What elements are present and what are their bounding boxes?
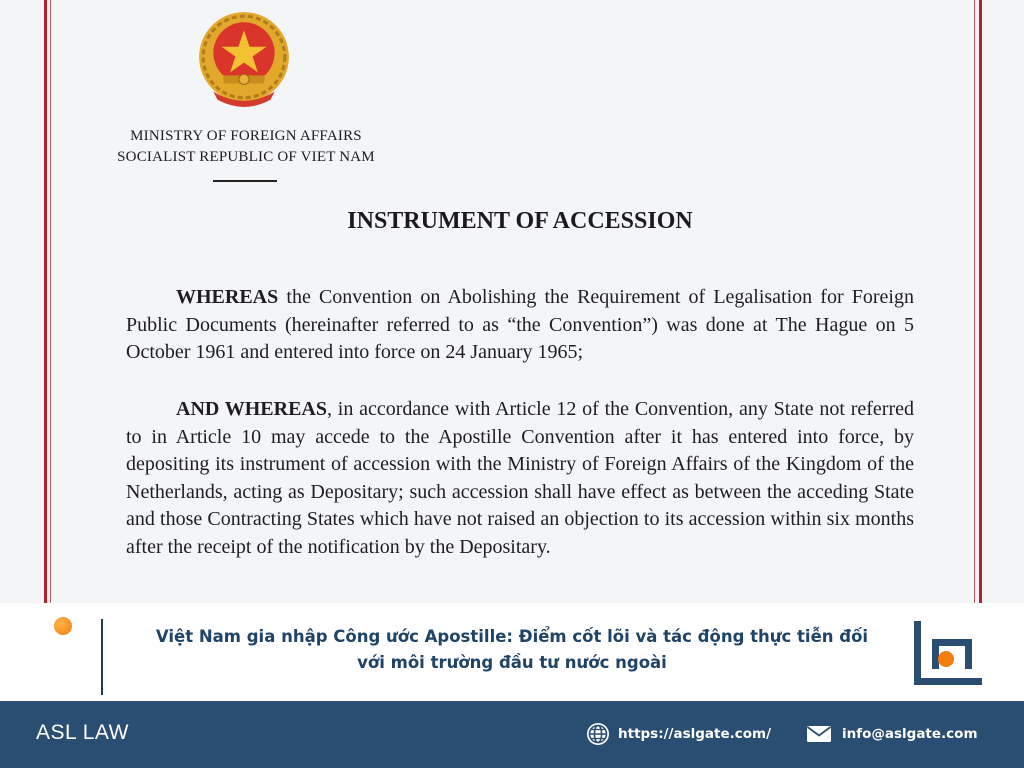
footer-bar xyxy=(0,701,1024,768)
paragraph-whereas-lead: WHEREAS xyxy=(176,286,279,308)
document-border-left-inner xyxy=(50,0,51,603)
email-link[interactable] xyxy=(806,722,978,746)
orange-dot-icon xyxy=(54,617,72,635)
document-border-left xyxy=(44,0,47,603)
headline-line-2: với môi trường đầu tư nước ngoài xyxy=(357,653,667,672)
website-url: https://aslgate.com/ xyxy=(618,726,772,742)
document-border-right-inner xyxy=(974,0,975,603)
document-border-right xyxy=(979,0,982,603)
headline-line-1: Việt Nam gia nhập Công ước Apostille: Điểm cốt lõi và tác động thực tiễn đối xyxy=(155,627,869,646)
ministry-line-2: SOCIALIST REPUBLIC OF VIET NAM xyxy=(117,149,375,165)
state-emblem-icon xyxy=(193,8,295,110)
ministry-line-1: MINISTRY OF FOREIGN AFFAIRS xyxy=(130,128,362,144)
headline-banner xyxy=(0,603,1024,701)
paragraph-and-whereas xyxy=(126,396,914,561)
banner-divider xyxy=(101,619,103,695)
heading-rule xyxy=(213,180,277,182)
email-address: info@aslgate.com xyxy=(842,726,978,742)
paragraph-whereas-body: the Convention on Abolishing the Requirement of Legalisation for Foreign Public Documents (hereinafter referred to as “the Convention”) was done at The Hague on 5 October 1961 and entered into force on 24 January 1965; xyxy=(126,286,914,363)
article-headline xyxy=(112,624,912,676)
paragraph-whereas xyxy=(126,284,914,367)
brand-name: ASL LAW xyxy=(36,721,129,744)
paragraph-and-whereas-body: , in accordance with Article 12 of the Convention, any State not referred to in Article 10 may accede to the Apostille Convention after it has entered into force, by depositing its instrument of accession with the Ministry of Foreign Affairs of the Kingdom of the Netherlands, acting as Depositary; such accession shall have effect as between the acceding State and those Contracting States which have not raised an objection to its accession within six months after the receipt of the notification by the Depositary. xyxy=(126,398,914,558)
paragraph-and-whereas-lead: AND WHEREAS xyxy=(176,398,327,420)
asl-logo-icon xyxy=(910,617,986,689)
globe-icon xyxy=(586,722,610,746)
website-link[interactable] xyxy=(586,722,771,746)
document-title: INSTRUMENT OF ACCESSION xyxy=(347,208,693,234)
mail-icon xyxy=(806,725,832,743)
ministry-heading xyxy=(108,126,384,168)
